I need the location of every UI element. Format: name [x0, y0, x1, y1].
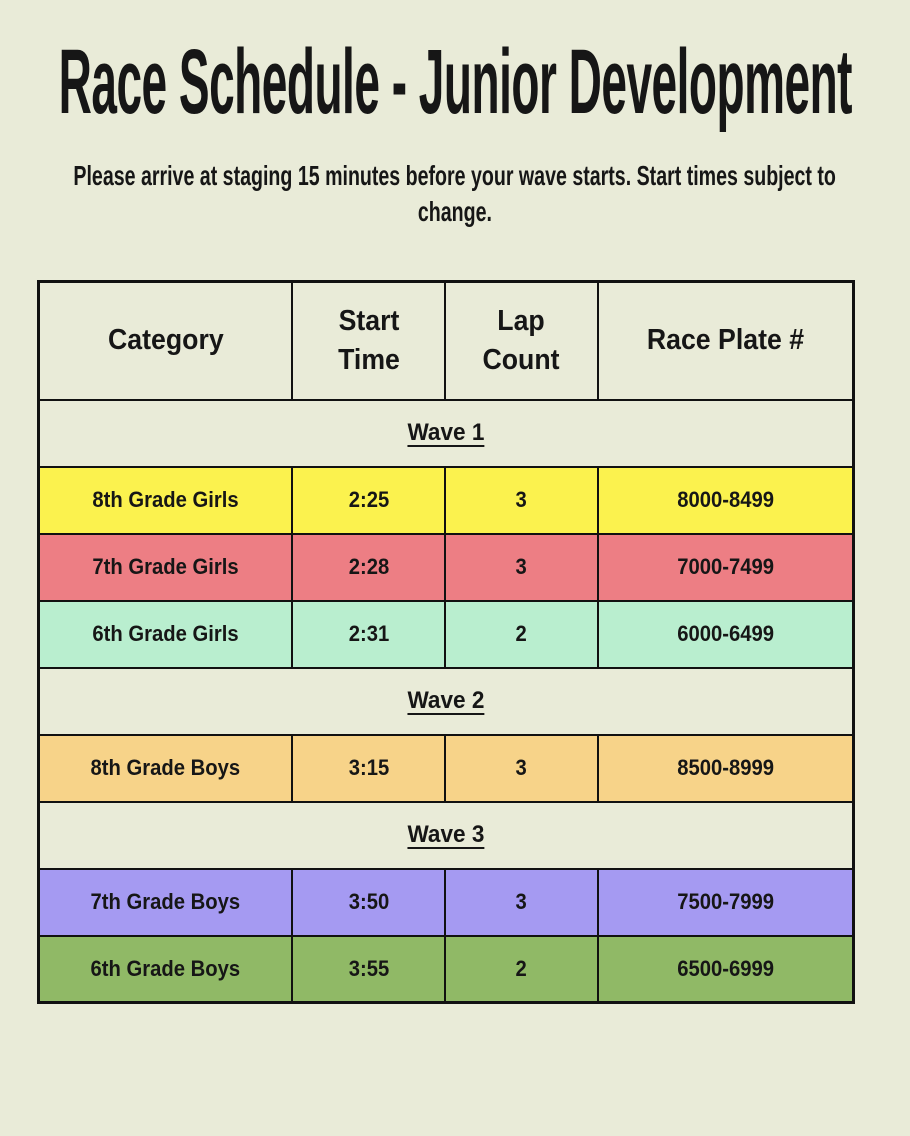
cell-lap-count: 3 — [445, 735, 598, 802]
header-cell-category: Category — [39, 282, 293, 400]
cell-lap-count: 2 — [445, 601, 598, 668]
wave-2-header-row — [39, 668, 854, 735]
cell-start-time: 3:55 — [292, 936, 445, 1003]
subtitle-line-1: Please arrive at staging 15 minutes before your wave starts. Start times subject to — [73, 160, 837, 191]
wave-1-label: Wave 1 — [407, 419, 485, 446]
cell-start-time: 3:15 — [292, 735, 445, 802]
cell-category: 8th Grade Girls — [39, 467, 293, 534]
cell-category: 6th Grade Girls — [39, 601, 293, 668]
wave-2-label-cell — [39, 668, 854, 735]
header-cell-start-time: Start Time — [292, 282, 445, 400]
table-header-row — [39, 282, 854, 400]
cell-race-plate: 8000-8499 — [598, 467, 854, 534]
page-title: Race Schedule - Junior Development — [58, 31, 852, 133]
cell-race-plate: 6000-6499 — [598, 601, 854, 668]
wave-1-label-cell — [39, 400, 854, 467]
cell-start-time: 2:28 — [292, 534, 445, 601]
table-row-8th-grade-girls — [39, 467, 854, 534]
header-cell-race-plate: Race Plate # — [598, 282, 854, 400]
table-row-6th-grade-boys — [39, 936, 854, 1003]
cell-start-time: 3:50 — [292, 869, 445, 936]
cell-race-plate: 6500-6999 — [598, 936, 854, 1003]
cell-race-plate: 8500-8999 — [598, 735, 854, 802]
subtitle — [0, 158, 910, 230]
wave-3-label: Wave 3 — [407, 821, 485, 848]
cell-race-plate: 7000-7499 — [598, 534, 854, 601]
cell-race-plate: 7500-7999 — [598, 869, 854, 936]
cell-lap-count: 2 — [445, 936, 598, 1003]
cell-category: 6th Grade Boys — [39, 936, 293, 1003]
race-schedule-table — [37, 280, 855, 1004]
table-row-8th-grade-boys — [39, 735, 854, 802]
wave-1-header-row — [39, 400, 854, 467]
subtitle-line-2: change. — [417, 196, 493, 227]
table-row-7th-grade-girls — [39, 534, 854, 601]
table-row-6th-grade-girls — [39, 601, 854, 668]
wave-3-header-row — [39, 802, 854, 869]
wave-3-label-cell — [39, 802, 854, 869]
table-row-7th-grade-boys — [39, 869, 854, 936]
cell-category: 7th Grade Girls — [39, 534, 293, 601]
header-cell-lap-count: Lap Count — [445, 282, 598, 400]
cell-lap-count: 3 — [445, 869, 598, 936]
cell-category: 8th Grade Boys — [39, 735, 293, 802]
wave-2-label: Wave 2 — [407, 687, 485, 714]
cell-start-time: 2:25 — [292, 467, 445, 534]
cell-start-time: 2:31 — [292, 601, 445, 668]
cell-category: 7th Grade Boys — [39, 869, 293, 936]
cell-lap-count: 3 — [445, 534, 598, 601]
cell-lap-count: 3 — [445, 467, 598, 534]
